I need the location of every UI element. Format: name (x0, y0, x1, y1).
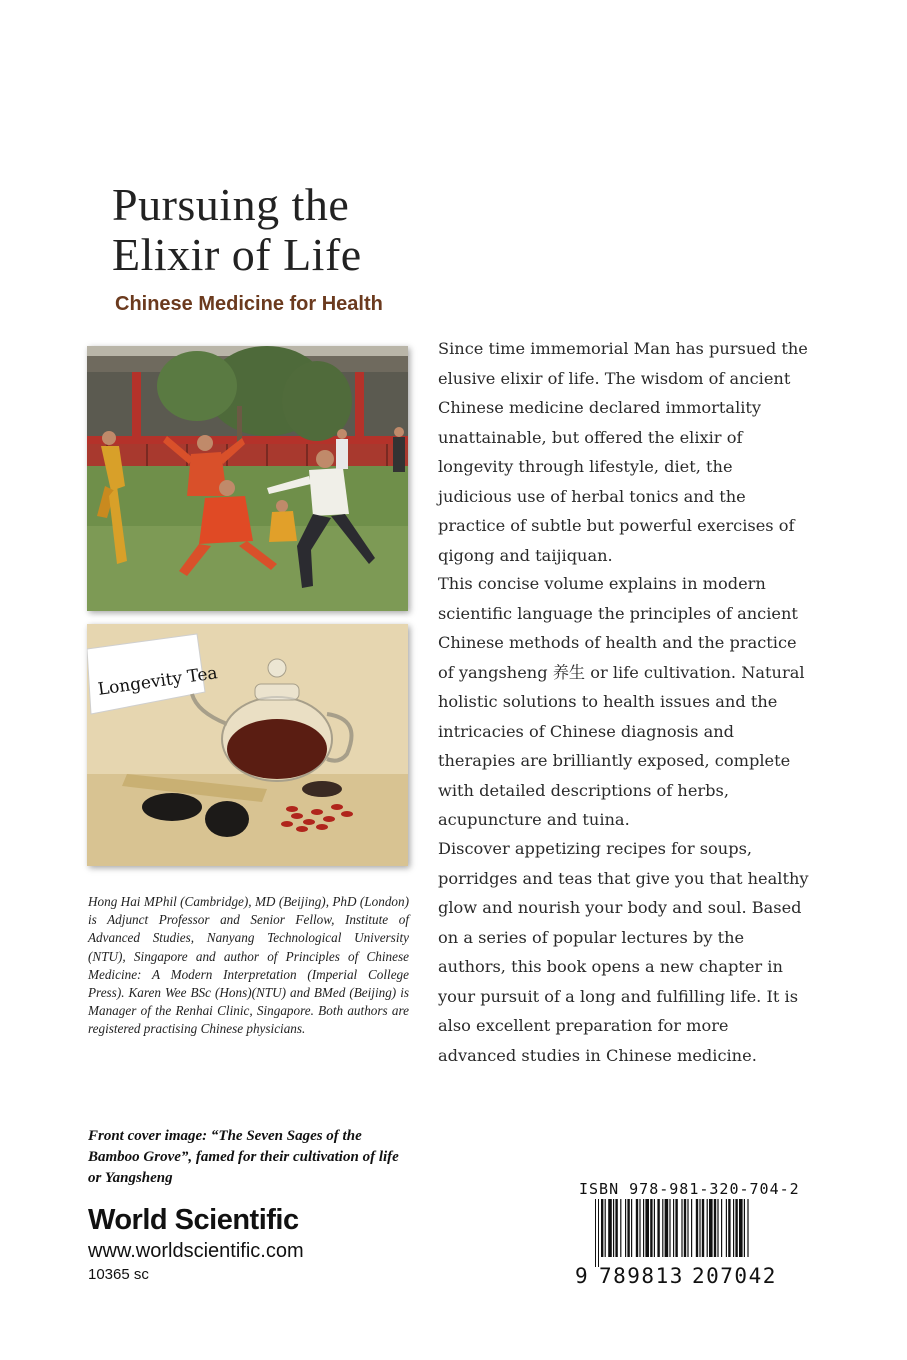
description-paragraph-3: Discover appetizing recipes for soups, porridges and teas that give you that healthy glow and nourish your body and soul. Based on a series of popular lectures by the authors, this book opens a new chapter in your pursuit of a long and fulfilling life. It is also excellent preparation for more advanced studies in Chinese medicine. (438, 839, 809, 1065)
book-title-line1: Pursuing the (112, 179, 350, 230)
author-bio: Hong Hai MPhil (Cambridge), MD (Beijing), PhD (London) is Adjunct Professor and Senior Fellow, Institute of Advanced Studies, Nanyang Technological University (NTU), Singapore and author of Principles of Chinese Medicine: A Modern Interpretation (Imperial College Press). Karen Wee BSc (Hons)(NTU) and BMed (Beijing) is Manager of the Renhai Clinic, Singapore. Both authors are registered practising Chinese physicians. (88, 894, 409, 1037)
cover-image-note: Front cover image: “The Seven Sages of the Bamboo Grove”, famed for their cultivation of life or Yangsheng (88, 1128, 399, 1186)
longevity-tea-photo (87, 624, 408, 866)
description-paragraph-2: This concise volume explains in modern scientific language the principles of ancient Chinese methods of health and the practice of yangsheng 养生 or life cultivation. Natural holistic solutions to health issues and the intricacies of Chinese diagnosis and therapies are brilliantly exposed, complete with detailed descriptions of herbs, acupuncture and tuina. (438, 574, 805, 829)
barcode-digits-right: 207042 (692, 1264, 777, 1288)
isbn-label: ISBN 978-981-320-704-2 (579, 1180, 800, 1198)
longevity-tea-sign: Longevity Tea (96, 663, 219, 700)
barcode-digits-left: 789813 (599, 1264, 684, 1288)
publisher-name: World Scientific (88, 1204, 299, 1236)
book-title-line2: Elixir of Life (112, 229, 362, 280)
product-code: 10365 sc (88, 1266, 149, 1283)
book-subtitle: Chinese Medicine for Health (115, 293, 383, 315)
book-title (112, 180, 412, 280)
isbn-barcode (575, 1199, 790, 1267)
description-paragraph-1: Since time immemorial Man has pursued the elusive elixir of life. The wisdom of ancient Chinese medicine declared immortality unattainable, but offered the elixir of longevity through lifestyle, diet, the judicious use of herbal tonics and the practice of subtle but powerful exercises of qigong and taijiquan. (438, 339, 808, 565)
barcode-digit-first: 9 (575, 1264, 588, 1288)
qigong-practice-photo (87, 346, 408, 611)
publisher-url: www.worldscientific.com (88, 1240, 304, 1262)
